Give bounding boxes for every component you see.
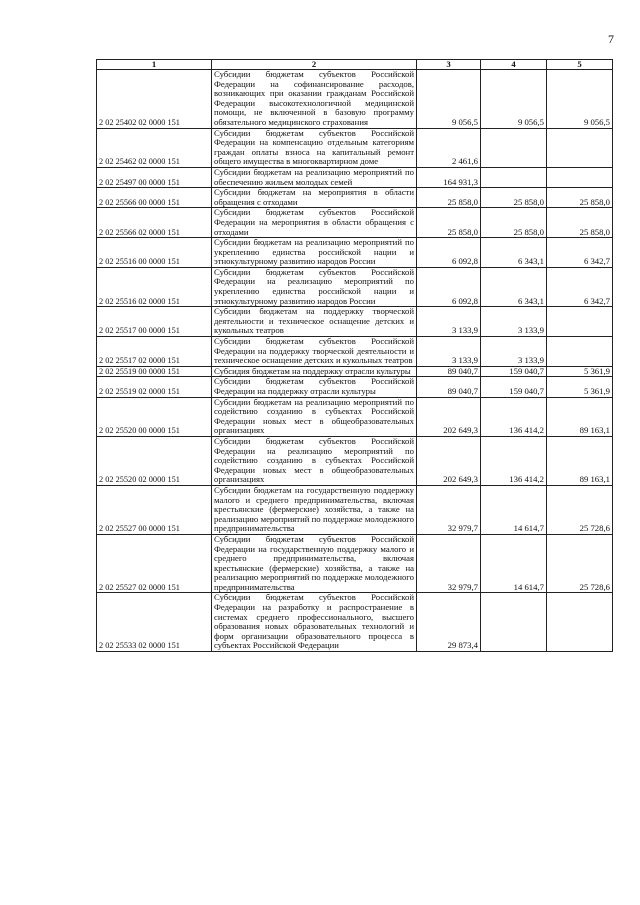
row-value-col3: 89 040,7 [417,377,481,397]
table-row [97,70,613,129]
table-row [97,337,613,367]
row-code: 2 02 25497 00 0000 151 [97,167,212,187]
row-code: 2 02 25520 02 0000 151 [97,436,212,485]
table-row [97,128,613,167]
row-code: 2 02 25520 00 0000 151 [97,397,212,436]
row-value-col3: 6 092,8 [417,267,481,306]
table-row [97,436,613,485]
column-header-1: 1 [97,60,212,70]
row-name: Субсидии бюджетам на реализацию мероприятий по укреплению единства российской нации и этнокультурному развитию народов России [212,238,417,268]
table-row [97,238,613,268]
table-row [97,307,613,337]
row-value-col5 [547,337,613,367]
row-value-col4: 159 040,7 [481,366,547,377]
row-code: 2 02 25533 02 0000 151 [97,593,212,652]
table-row [97,208,613,238]
row-code: 2 02 25519 00 0000 151 [97,366,212,377]
row-value-col4 [481,167,547,187]
row-name: Субсидия бюджетам на поддержку отрасли культуры [212,366,417,377]
row-name: Субсидии бюджетам на реализацию мероприятий по содействию созданию в субъектах Российской Федерации новых мест в общеобразовательных организациях [212,397,417,436]
table-row [97,593,613,652]
row-code: 2 02 25516 02 0000 151 [97,267,212,306]
row-value-col4: 9 056,5 [481,70,547,129]
row-value-col5: 25 858,0 [547,188,613,208]
table-row [97,366,613,377]
row-name: Субсидии бюджетам на государственную поддержку малого и среднего предпринимательства, включая крестьянские (фермерские) хозяйства, а также на реализацию мероприятий по поддержке молодежного предпринимательства [212,485,417,534]
row-value-col5: 9 056,5 [547,70,613,129]
row-value-col5 [547,307,613,337]
row-name: Субсидии бюджетам субъектов Российской Федерации на компенсацию отдельным категориям граждан оплаты взноса на капитальный ремонт общего имущества в многоквартирном доме [212,128,417,167]
page-number: 7 [608,32,614,46]
row-value-col3: 25 858,0 [417,188,481,208]
row-code: 2 02 25566 02 0000 151 [97,208,212,238]
row-value-col5 [547,128,613,167]
row-value-col3: 9 056,5 [417,70,481,129]
row-value-col3: 6 092,8 [417,238,481,268]
row-code: 2 02 25462 02 0000 151 [97,128,212,167]
row-value-col4: 3 133,9 [481,337,547,367]
row-value-col5 [547,167,613,187]
row-value-col4: 3 133,9 [481,307,547,337]
row-name: Субсидии бюджетам субъектов Российской Федерации на софинансирование расходов, возникающих при оказании гражданам Российской Федерации высокотехнологичной медицинской помощи, не включенной в базовую программу обязательного медицинского страхования [212,70,417,129]
row-value-col5: 25 728,6 [547,485,613,534]
row-value-col3: 164 931,3 [417,167,481,187]
table-row [97,485,613,534]
row-name: Субсидии бюджетам субъектов Российской Федерации на мероприятия в области обращения с отходами [212,208,417,238]
column-header-4: 4 [481,60,547,70]
row-code: 2 02 25519 02 0000 151 [97,377,212,397]
column-header-2: 2 [212,60,417,70]
row-value-col5 [547,593,613,652]
row-value-col5: 6 342,7 [547,238,613,268]
row-code: 2 02 25516 00 0000 151 [97,238,212,268]
row-value-col3: 3 133,9 [417,337,481,367]
row-value-col5: 5 361,9 [547,366,613,377]
row-value-col5: 25 728,6 [547,534,613,593]
row-value-col3: 202 649,3 [417,397,481,436]
row-name: Субсидии бюджетам субъектов Российской Федерации на реализацию мероприятий по укреплению единства российской нации и этнокультурному развитию народов России [212,267,417,306]
row-value-col5: 5 361,9 [547,377,613,397]
row-value-col3: 202 649,3 [417,436,481,485]
row-value-col4: 6 343,1 [481,238,547,268]
row-value-col4: 14 614,7 [481,485,547,534]
row-code: 2 02 25527 00 0000 151 [97,485,212,534]
row-value-col3: 2 461,6 [417,128,481,167]
table-row [97,534,613,593]
row-name: Субсидии бюджетам субъектов Российской Федерации на государственную поддержку малого и среднего предпринимательства, включая крестьянские (фермерские) хозяйства, а также на реализацию мероприятий по поддержке молодежного предпринимательства [212,534,417,593]
row-name: Субсидии бюджетам субъектов Российской Федерации на поддержку отрасли культуры [212,377,417,397]
row-value-col4: 136 414,2 [481,436,547,485]
row-value-col3: 32 979,7 [417,534,481,593]
table-row [97,167,613,187]
row-name: Субсидии бюджетам на поддержку творческой деятельности и техническое оснащение детских и кукольных театров [212,307,417,337]
row-value-col3: 89 040,7 [417,366,481,377]
table-row [97,188,613,208]
row-code: 2 02 25566 00 0000 151 [97,188,212,208]
row-value-col5: 89 163,1 [547,397,613,436]
row-code: 2 02 25402 02 0000 151 [97,70,212,129]
row-name: Субсидии бюджетам субъектов Российской Федерации на реализацию мероприятий по содействию созданию в субъектах Российской Федерации новых мест в общеобразовательных организациях [212,436,417,485]
row-value-col4 [481,593,547,652]
row-code: 2 02 25517 02 0000 151 [97,337,212,367]
column-header-3: 3 [417,60,481,70]
row-code: 2 02 25517 00 0000 151 [97,307,212,337]
row-name: Субсидии бюджетам субъектов Российской Федерации на поддержку творческой деятельности и техническое оснащение детских и кукольных театров [212,337,417,367]
row-value-col5: 89 163,1 [547,436,613,485]
budget-table [96,59,613,652]
row-value-col3: 3 133,9 [417,307,481,337]
row-value-col4: 6 343,1 [481,267,547,306]
table-row [97,377,613,397]
row-name: Субсидии бюджетам на мероприятия в области обращения с отходами [212,188,417,208]
row-value-col4: 25 858,0 [481,188,547,208]
row-value-col3: 25 858,0 [417,208,481,238]
row-name: Субсидии бюджетам на реализацию мероприятий по обеспечению жильем молодых семей [212,167,417,187]
table-row [97,267,613,306]
table-header-row [97,60,613,70]
row-name: Субсидии бюджетам субъектов Российской Федерации на разработку и распространение в системах среднего профессионального, высшего образования новых образовательных технологий и форм организации образовательного процесса в субъектах Российской Федерации [212,593,417,652]
row-value-col5: 6 342,7 [547,267,613,306]
row-value-col4: 25 858,0 [481,208,547,238]
row-value-col3: 29 873,4 [417,593,481,652]
row-value-col4: 159 040,7 [481,377,547,397]
row-value-col3: 32 979,7 [417,485,481,534]
row-value-col4 [481,128,547,167]
row-value-col4: 136 414,2 [481,397,547,436]
row-value-col5: 25 858,0 [547,208,613,238]
row-code: 2 02 25527 02 0000 151 [97,534,212,593]
row-value-col4: 14 614,7 [481,534,547,593]
column-header-5: 5 [547,60,613,70]
table-row [97,397,613,436]
